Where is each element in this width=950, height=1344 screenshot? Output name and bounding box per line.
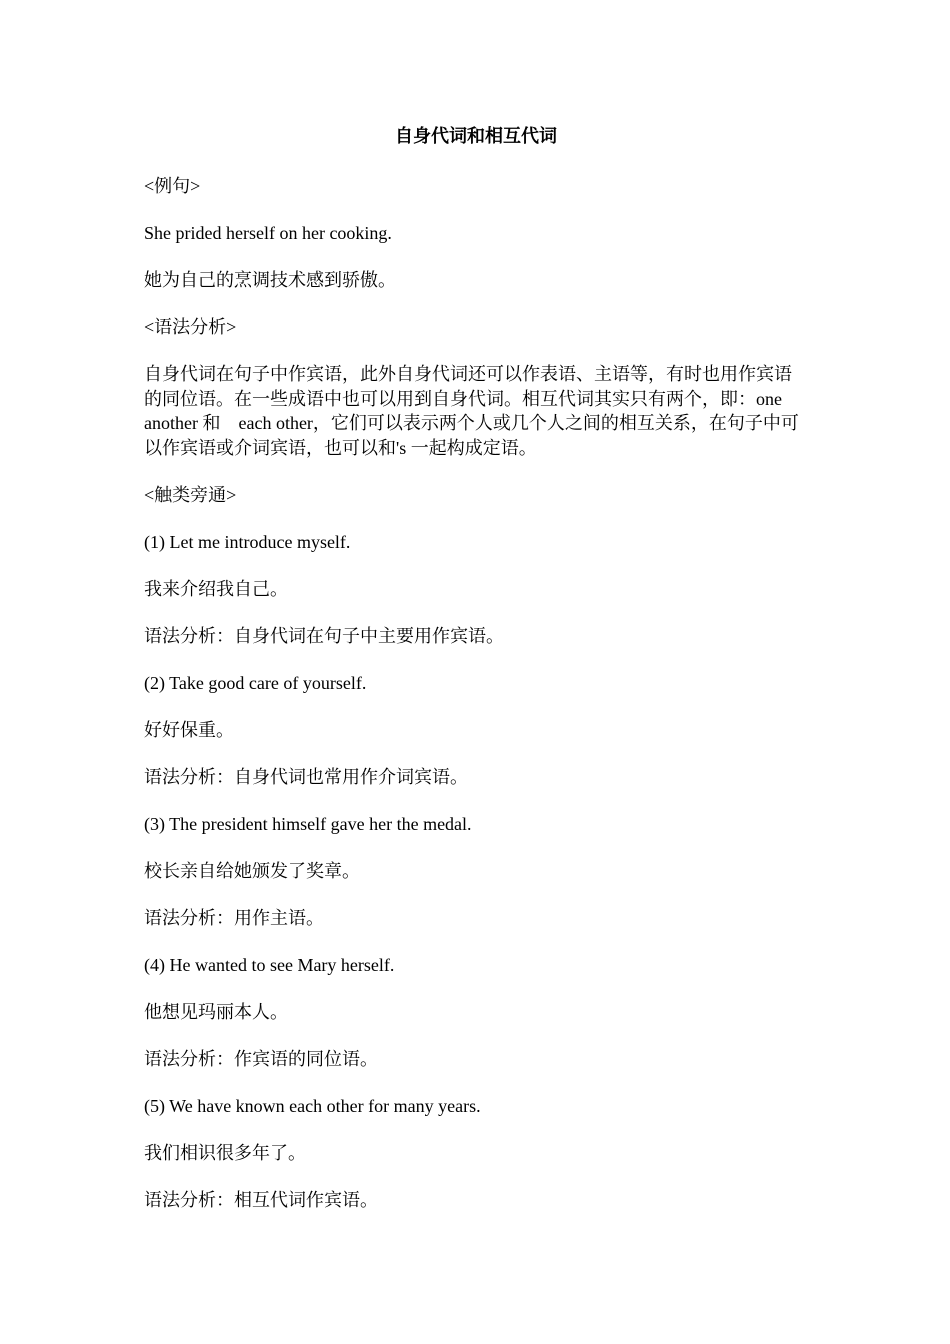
example-sentence-english: She prided herself on her cooking.	[144, 223, 392, 243]
example-1-english: (1) Let me introduce myself.	[144, 532, 351, 552]
example-3-analysis: 语法分析：用作主语。	[144, 908, 324, 928]
example-1-chinese: 我来介绍我自己。	[144, 579, 288, 599]
example-3-chinese: 校长亲自给她颁发了奖章。	[144, 861, 360, 881]
section-heading-extension: <触类旁通>	[144, 485, 237, 505]
document-page	[144, 120, 808, 1235]
example-3-english: (3) The president himself gave her the medal.	[144, 814, 472, 834]
grammar-explanation: 自身代词在句子中作宾语，此外自身代词还可以作表语、主语等，有时也用作宾语的同位语。在一些成语中也可以用到自身代词。相互代词其实只有两个，即：one another 和 each other，它们可以表示两个人或几个人之间的相互关系，在句子中可以作宾语或介词宾语，也可以和's 一起构成定语。	[144, 364, 799, 458]
example-2-chinese: 好好保重。	[144, 720, 234, 740]
example-2-english: (2) Take good care of yourself.	[144, 673, 367, 693]
document-title: 自身代词和相互代词	[395, 126, 557, 146]
example-1-analysis: 语法分析：自身代词在句子中主要用作宾语。	[144, 626, 504, 646]
example-4-english: (4) He wanted to see Mary herself.	[144, 955, 395, 975]
section-heading-example: <例句>	[144, 176, 201, 196]
example-2-analysis: 语法分析：自身代词也常用作介词宾语。	[144, 767, 468, 787]
example-5-english: (5) We have known each other for many years.	[144, 1096, 481, 1116]
example-5-chinese: 我们相识很多年了。	[144, 1143, 306, 1163]
example-4-chinese: 他想见玛丽本人。	[144, 1002, 288, 1022]
example-4-analysis: 语法分析：作宾语的同位语。	[144, 1049, 378, 1069]
section-heading-grammar: <语法分析>	[144, 317, 237, 337]
example-5-analysis: 语法分析：相互代词作宾语。	[144, 1190, 378, 1210]
example-sentence-chinese: 她为自己的烹调技术感到骄傲。	[144, 270, 396, 290]
